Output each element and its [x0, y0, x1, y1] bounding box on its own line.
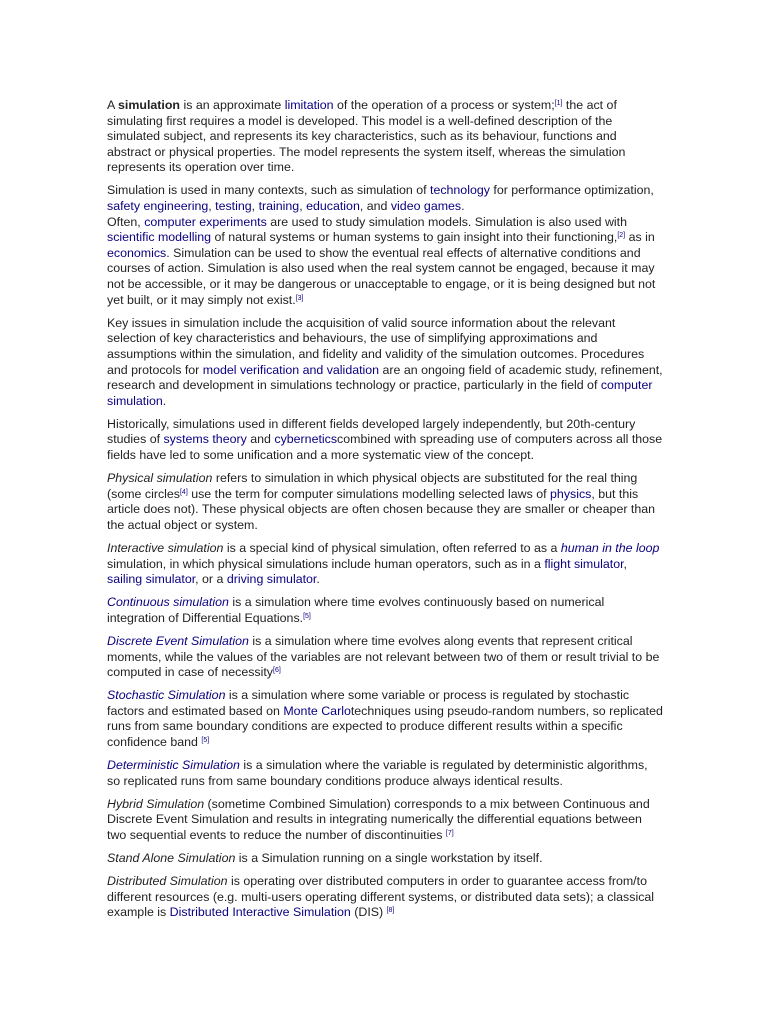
term-continuous-simulation[interactable]: Continuous simulation — [107, 595, 229, 610]
link-computer-simulation[interactable]: computer simulation — [107, 378, 653, 408]
ref-8[interactable]: [8] — [386, 907, 395, 915]
link-distributed-interactive-simulation[interactable]: Distributed Interactive Simulation — [169, 905, 351, 920]
ref-1[interactable]: [1] — [554, 100, 563, 107]
term-physical-simulation: Physical simulation — [107, 471, 213, 486]
link-physics[interactable]: physics — [550, 486, 592, 501]
link-video-games[interactable]: video games — [390, 199, 462, 214]
paragraph-deterministic-simulation: Deterministic Simulation is a simulation where the variable is regulated by deterministic algorithms, so replicated runs from same boundary conditions produce always identical results. — [107, 758, 648, 788]
paragraph-history: Historically, simulations used in different fields developed largely independently, but 20th-century studies of systems theory and cyberneticscombined with spreading use of computers across all those fields have led to some unification and a more systematic view of the concept. — [107, 416, 663, 462]
paragraph-distributed-simulation: Distributed Simulation is operating over distributed computers in order to guarantee access from/to different resources (e.g. multi-users operating different systems, or distributed data sets); a classical example is Distributed Interactive Simulation (DIS) [8] — [107, 874, 655, 920]
link-training[interactable]: training — [258, 199, 300, 214]
paragraph-interactive-simulation: Interactive simulation is a special kind of physical simulation, often referred to as a human in the loop simulation, in which physical simulations include human operators, such as in a flight simulator, sailing simulator, or a driving simulator. — [107, 540, 660, 587]
link-systems-theory[interactable]: systems theory — [163, 432, 247, 447]
ref-5[interactable]: [5] — [303, 612, 311, 620]
ref-2[interactable]: [2] — [617, 232, 626, 240]
link-cybernetics[interactable]: cybernetics — [274, 432, 338, 447]
ref-5-second[interactable]: [5] — [201, 736, 210, 744]
term-hybrid-simulation: Hybrid Simulation — [107, 796, 205, 811]
link-flight-simulator[interactable]: flight simulator — [544, 556, 624, 571]
link-education[interactable]: education — [306, 199, 360, 214]
paragraph-discrete-event-simulation: Discrete Event Simulation is a simulation where time evolves along events that represent critical moments, while the values of the variables are not relevant between two of them or result trivial to be computed in case of necessity[6] — [107, 633, 660, 680]
link-model-verification[interactable]: model verification and validation — [202, 362, 380, 377]
term-discrete-event-simulation[interactable]: Discrete Event Simulation — [107, 633, 249, 648]
paragraph-intro: A simulation is an approximate limitation of the operation of a process or system;[1] the act of simulating first requires a model is developed. This model is a well-defined description of the simulated subject, and represents its key characteristics, such as its behaviour, functions and abstract or physical properties. The model represents the system itself, whereas the simulation represents its operation over time. — [107, 98, 626, 175]
term-stochastic-simulation[interactable]: Stochastic Simulation — [107, 688, 226, 703]
link-scientific-modelling[interactable]: scientific modelling — [107, 230, 211, 245]
paragraph-uses: Simulation is used in many contexts, such as simulation of technology for performance optimization, safety engineering, testing, training, education, and video games. Often, computer experiments are used to study simulation models. Simulation is also used with scientific modelling of natural systems or human systems to gain insight into their functioning,[2] as in economics. Simulation can be used to show the eventual real effects of alternative conditions and courses of action. Simulation is also used when the real system cannot be engaged, because it may not be accessible, or it may be dangerous or unacceptable to engage, or it is being designed but not yet built, or it may simply not exist.[3] — [107, 183, 656, 307]
ref-6[interactable]: [6] — [273, 667, 281, 675]
paragraph-stochastic-simulation: Stochastic Simulation is a simulation where some variable or process is regulated by stochastic factors and estimated based on Monte Carlotechniques using pseudo-random numbers, so replicated runs from same boundary conditions are expected to produce different results within a specific confidence band [5] — [107, 688, 663, 749]
link-technology[interactable]: technology — [430, 183, 490, 198]
term-stand-alone-simulation: Stand Alone Simulation — [107, 851, 236, 866]
link-safety-engineering[interactable]: safety engineering — [107, 199, 209, 214]
link-sailing-simulator[interactable]: sailing simulator — [107, 572, 196, 587]
link-testing[interactable]: testing — [215, 199, 252, 214]
link-limitation[interactable]: limitation — [284, 98, 334, 112]
link-human-in-the-loop[interactable]: human in the loop — [560, 540, 660, 555]
link-monte-carlo[interactable]: Monte Carlo — [283, 703, 351, 718]
ref-7[interactable]: [7] — [445, 829, 454, 837]
term-interactive-simulation: Interactive simulation — [107, 540, 224, 555]
ref-3[interactable]: [3] — [295, 294, 304, 302]
ref-4[interactable]: [4] — [179, 488, 188, 496]
term-distributed-simulation: Distributed Simulation — [107, 874, 228, 889]
paragraph-physical-simulation: Physical simulation refers to simulation in which physical objects are substituted for the real thing (some circles[4] use the term for computer simulations modelling selected laws of physics, but this article does not). These physical objects are often chosen because they are smaller or cheaper than the actual object or system. — [107, 471, 656, 532]
paragraph-hybrid-simulation: Hybrid Simulation (sometime Combined Simulation) corresponds to a mix between Continuous and Discrete Event Simulation and results in integrating numerically the differential equations between two sequential events to reduce the number of discontinuities [7] — [107, 796, 650, 842]
paragraph-stand-alone-simulation: Stand Alone Simulation is a Simulation running on a single workstation by itself. — [107, 851, 543, 866]
paragraph-key-issues: Key issues in simulation include the acquisition of valid source information about the relevant selection of key characteristics and behaviours, the use of simplifying approximations and assumptions within the simulation, and fidelity and validity of the simulation outcomes. Procedures and protocols for model verification and validation are an ongoing field of academic study, refinement, research and development in simulations technology or practice, particularly in the field of computer simulation. — [107, 315, 663, 408]
term-simulation: simulation — [118, 98, 180, 112]
article-body — [107, 98, 663, 928]
link-computer-experiments[interactable]: computer experiments — [144, 214, 267, 229]
link-economics[interactable]: economics — [107, 245, 167, 260]
term-deterministic-simulation[interactable]: Deterministic Simulation — [107, 758, 240, 773]
paragraph-continuous-simulation: Continuous simulation is a simulation where time evolves continuously based on numerical integration of Differential Equations.[5] — [107, 595, 605, 625]
link-driving-simulator[interactable]: driving simulator — [226, 572, 317, 587]
